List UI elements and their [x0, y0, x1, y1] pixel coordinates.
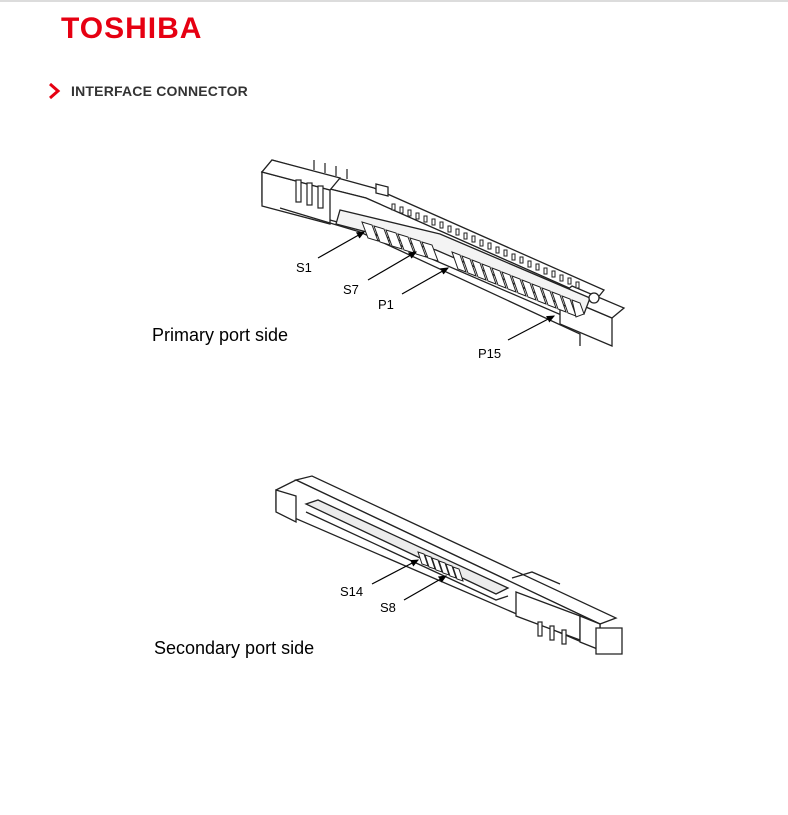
secondary-caption: Secondary port side — [154, 638, 315, 658]
toshiba-logo: TOSHIBA — [61, 12, 203, 45]
pin-label-s8: S8 — [380, 600, 396, 615]
pin-label-s7: S7 — [343, 282, 359, 297]
section-title: INTERFACE CONNECTOR — [71, 83, 248, 99]
primary-connector-drawing — [262, 160, 624, 346]
pin-label-p1: P1 — [378, 297, 394, 312]
pin-label-p15: P15 — [478, 346, 502, 361]
pin-label-s14: S14 — [340, 584, 364, 599]
primary-caption: Primary port side — [152, 325, 289, 345]
pin-label-s1: S1 — [296, 260, 312, 275]
